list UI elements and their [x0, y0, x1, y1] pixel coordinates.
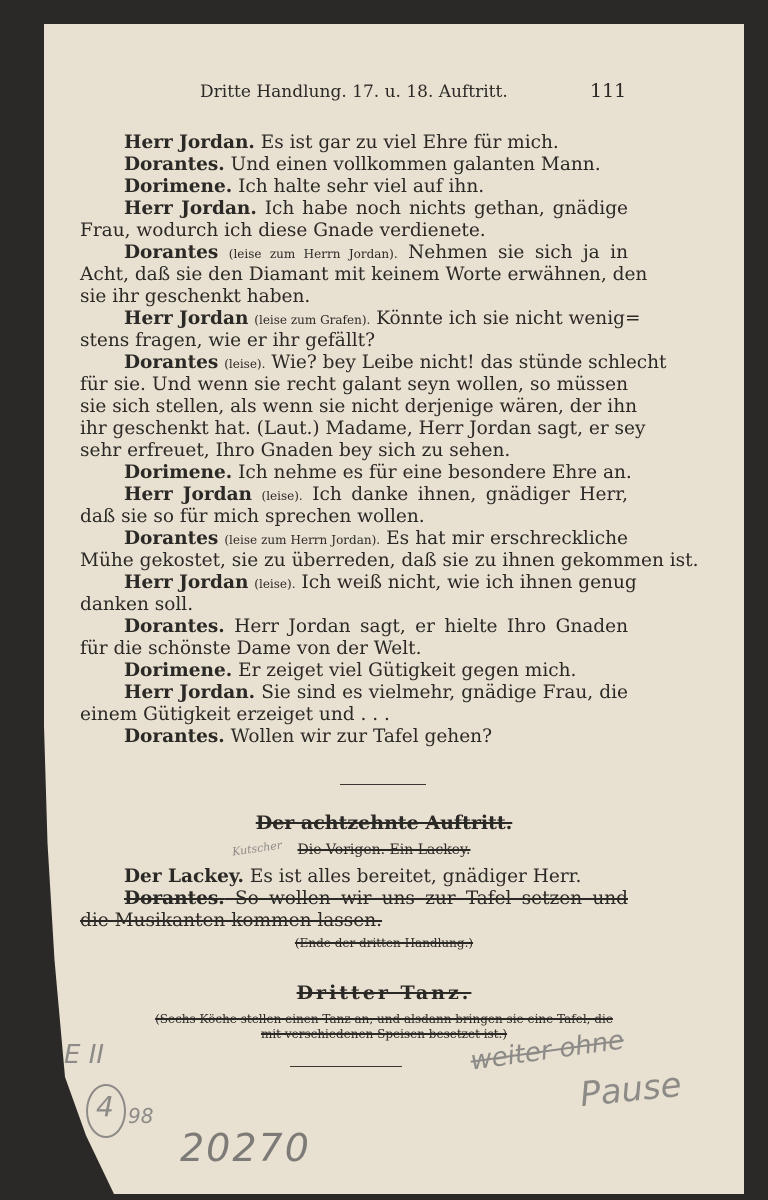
speech: Er zeiget viel Gütigkeit gegen mich.	[238, 660, 577, 681]
dialogue-line	[80, 242, 628, 264]
speech: Und einen vollkommen galanten Mann.	[230, 154, 601, 175]
speech: Es hat mir erschreckliche	[386, 528, 628, 549]
speaker: Herr Jordan	[124, 572, 249, 593]
speech: Acht, daß sie den Diamant mit keinem Worte erwähnen, den	[80, 264, 648, 285]
handwritten-insert: Kutscher	[231, 838, 283, 859]
speaker: Dorantes	[124, 352, 219, 373]
speaker: Dorimene.	[124, 462, 233, 483]
page-number: 111	[590, 80, 627, 102]
stage-direction: (leise zum Herrn Jordan).	[228, 247, 398, 261]
stage-direction: (leise zum Grafen).	[254, 313, 371, 327]
side-number: 98	[128, 1104, 154, 1128]
speech: stens fragen, wie er ihr gefällt?	[80, 330, 376, 351]
dialogue-line	[80, 132, 628, 154]
dialogue-line	[80, 638, 628, 660]
speech: Herr Jordan sagt, er hielte Ihro Gnaden	[234, 616, 628, 637]
dialogue-line	[80, 484, 628, 506]
stage-direction: (leise).	[254, 577, 296, 591]
speaker: Herr Jordan.	[124, 682, 256, 703]
dialogue-line	[80, 352, 667, 374]
speech: Ich habe noch nichts gethan, gnädige	[264, 198, 629, 219]
speech: Wollen wir zur Tafel gehen?	[230, 726, 492, 747]
stage-direction: (leise zum Herrn Jordan).	[224, 533, 381, 547]
dialogue-line	[80, 396, 638, 418]
dialogue-line	[80, 462, 632, 484]
speech: So wollen wir uns zur Tafel setzen und	[234, 888, 628, 909]
dialogue-line	[80, 330, 628, 352]
dialogue-line	[80, 506, 628, 528]
speech: Ich halte sehr viel auf ihn.	[238, 176, 485, 197]
pencil-note-right-2: Pause	[578, 1064, 684, 1116]
speech: Es ist gar zu viel Ehre für mich.	[260, 132, 559, 153]
dialogue-line	[80, 176, 628, 198]
dialogue-line	[80, 682, 628, 704]
dialogue-body	[80, 132, 699, 748]
speaker: Dorantes.	[124, 726, 225, 747]
speech: Ich weiß nicht, wie ich ihnen genug	[301, 572, 637, 593]
scene18-line-2	[80, 888, 628, 910]
speech: Nehmen sie sich ja in	[408, 242, 628, 263]
dialogue-line	[80, 726, 628, 748]
dialogue-line	[80, 572, 637, 594]
dialogue-line	[80, 308, 641, 330]
dialogue-line	[80, 528, 628, 550]
speaker: Dorantes.	[124, 616, 225, 637]
speech: Es ist alles bereitet, gnädiger Herr.	[249, 866, 582, 887]
dance-heading: Dritter Tanz.	[296, 982, 472, 1004]
running-header	[0, 78, 768, 108]
speech: einem Gütigkeit erzeiget und . . .	[80, 704, 390, 725]
scene-heading: Der achtzehnte Auftritt.	[255, 812, 513, 834]
stage-direction: (leise).	[224, 357, 266, 371]
speaker: Herr Jordan.	[124, 198, 257, 219]
dance-description: (Sechs Köche stellen einen Tanz an, und alsdann bringen sie eine Tafel, die mit verschiedenen Speisen besetzet ist.)	[155, 1012, 613, 1041]
end-of-act: (Ende der dritten Handlung.)	[294, 936, 474, 950]
section-rule-bottom	[290, 1066, 402, 1067]
speech: Ich danke ihnen, gnädiger Herr,	[312, 484, 629, 505]
dialogue-line	[80, 220, 628, 242]
pencil-note-right-1: weiter ohne	[468, 1025, 626, 1077]
scene-persons: Die Vorigen. Ein Lackey.	[297, 842, 471, 858]
speech: sie ihr geschenkt haben.	[80, 286, 311, 307]
speech: für sie. Und wenn sie recht galant seyn wollen, so müssen	[80, 374, 628, 395]
speaker: Dorantes.	[124, 154, 225, 175]
speaker: Dorimene.	[124, 176, 233, 197]
speech: sehr erfreuet, Ihro Gnaden bey sich zu sehen.	[80, 440, 511, 461]
speech: daß sie so für mich sprechen wollen.	[80, 506, 425, 527]
margin-mark: E II	[64, 1040, 105, 1070]
dialogue-line	[80, 286, 628, 308]
dialogue-line	[80, 418, 646, 440]
speaker: Dorantes.	[124, 888, 225, 909]
scene18-line-3	[80, 910, 628, 932]
speaker: Der Lackey.	[124, 866, 244, 887]
dialogue-line	[80, 440, 628, 462]
speech: sie sich stellen, als wenn sie nicht derjenige wären, der ihn	[80, 396, 638, 417]
dialogue-line	[80, 550, 699, 572]
speech: Sie sind es vielmehr, gnädige Frau, die	[261, 682, 628, 703]
speaker: Herr Jordan.	[124, 132, 255, 153]
inventory-number: 20270	[180, 1126, 311, 1170]
speaker: Dorantes	[124, 242, 219, 263]
speech: Ich nehme es für eine besondere Ehre an.	[238, 462, 632, 483]
scene18-line-1	[80, 866, 628, 888]
speech: Frau, wodurch ich diese Gnade verdienete.	[80, 220, 486, 241]
speech: ihr geschenkt hat. (Laut.) Madame, Herr Jordan sagt, er sey	[80, 418, 646, 439]
header-title: Dritte Handlung. 17. u. 18. Auftritt.	[200, 82, 508, 102]
speech: Könnte ich sie nicht wenig=	[376, 308, 641, 329]
speech: danken soll.	[80, 594, 194, 615]
dialogue-line	[80, 198, 628, 220]
speech: Wie? bey Leibe nicht! das stünde schlecht	[271, 352, 667, 373]
dialogue-line	[80, 264, 648, 286]
dialogue-line	[80, 616, 628, 638]
stage-direction: (leise).	[261, 489, 303, 503]
speech: die Musikanten kommen lassen.	[80, 910, 383, 931]
scene18-dialogue	[80, 866, 628, 932]
speaker: Dorimene.	[124, 660, 233, 681]
speaker: Dorantes	[124, 528, 219, 549]
dialogue-line	[80, 660, 628, 682]
speaker: Herr Jordan	[124, 308, 249, 329]
speech: Mühe gekostet, sie zu überreden, daß sie zu ihnen gekommen ist.	[80, 550, 699, 571]
dialogue-line	[80, 374, 628, 396]
speaker: Herr Jordan	[124, 484, 253, 505]
circled-number: 4	[96, 1090, 114, 1123]
dialogue-line	[80, 704, 628, 726]
dialogue-line	[80, 594, 628, 616]
dialogue-line	[80, 154, 628, 176]
speech: für die schönste Dame von der Welt.	[80, 638, 422, 659]
section-rule-top	[340, 784, 426, 785]
